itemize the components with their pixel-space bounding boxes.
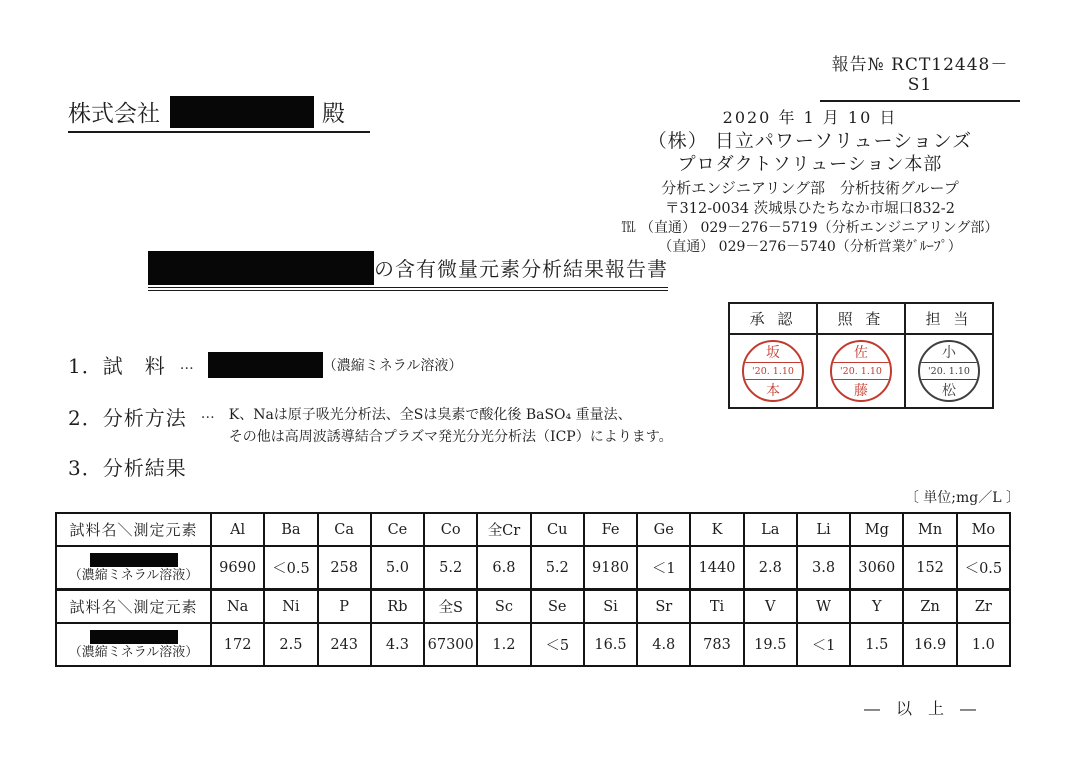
redaction-box-title (148, 251, 374, 285)
element-header: Ge (637, 513, 690, 546)
element-header: Mo (957, 513, 1010, 546)
sample-note: （濃縮ミネラル溶液） (68, 645, 199, 660)
element-header: Si (584, 590, 637, 623)
sender-department: 分析エンジニアリング部 分析技術グループ (661, 179, 959, 197)
redaction-box-sample (208, 352, 323, 378)
element-header: Se (531, 590, 584, 623)
value-cell: 258 (318, 546, 371, 589)
value-cell: 16.9 (903, 623, 956, 666)
sender-company: （株） 日立パワーソリューションズ (647, 130, 973, 152)
element-header: La (744, 513, 797, 546)
stamp-name-bottom: 松 (942, 383, 956, 399)
element-header: P (318, 590, 371, 623)
section-sample-label: 1．試 料 (68, 354, 166, 378)
document-title (148, 251, 668, 291)
element-header: Ba (264, 513, 317, 546)
redaction-box-sample-row (90, 630, 178, 644)
value-cell: 5.2 (424, 546, 477, 589)
element-header: Sr (637, 590, 690, 623)
stamp-date: '20. 1.10 (920, 362, 978, 380)
approval-stamp-cell (817, 334, 905, 408)
value-cell: 5.2 (531, 546, 584, 589)
value-cell: 2.5 (264, 623, 317, 666)
results-table-2 (55, 589, 1011, 667)
section-sample (68, 350, 462, 379)
unit-note: 〔 単位;mg／L 〕 (904, 490, 1020, 506)
element-header: Ni (264, 590, 317, 623)
value-cell: 1.0 (957, 623, 1010, 666)
section-result (68, 452, 187, 481)
value-cell: 9690 (211, 546, 264, 589)
value-cell: 19.5 (744, 623, 797, 666)
value-cell: 172 (211, 623, 264, 666)
element-header: Ce (371, 513, 424, 546)
element-header: Zr (957, 590, 1010, 623)
element-header: K (690, 513, 743, 546)
sample-name-cell (56, 546, 211, 589)
sample-note: （濃縮ミネラル溶液） (68, 568, 199, 583)
value-cell: ＜1 (637, 546, 690, 589)
element-header: Co (424, 513, 477, 546)
hanko-stamp-sakamoto (742, 340, 804, 402)
corner-label: 試料名＼測定元素 (56, 513, 211, 546)
element-header: Na (211, 590, 264, 623)
value-cell: 6.8 (477, 546, 530, 589)
hanko-stamp-sato (830, 340, 892, 402)
sample-note: （濃縮ミネラル溶液） (322, 357, 463, 374)
value-cell: 5.0 (371, 546, 424, 589)
section-result-label: 3．分析結果 (68, 456, 187, 480)
results-data-row (56, 546, 1010, 589)
value-cell: ＜5 (531, 623, 584, 666)
value-cell: 152 (903, 546, 956, 589)
element-header: W (797, 590, 850, 623)
sender-address: 〒312-0034 茨城県ひたちなか市堀口832-2 (665, 201, 955, 217)
element-header: Li (797, 513, 850, 546)
element-header: Zn (903, 590, 956, 623)
method-description (229, 404, 673, 448)
leader-dots: … (179, 356, 194, 373)
report-number: 報告№ RCT12448－S1 (820, 50, 1020, 102)
sender-tel-1: ℡ （直通） 029－276－5719（分析エンジニアリング部） (621, 220, 999, 236)
element-header: Rb (371, 590, 424, 623)
approval-header-approve: 承 認 (729, 303, 817, 334)
value-cell: ＜0.5 (264, 546, 317, 589)
approval-stamp-table (728, 302, 994, 409)
value-cell: ＜0.5 (957, 546, 1010, 589)
element-header: Cu (531, 513, 584, 546)
element-header: Al (211, 513, 264, 546)
value-cell: 1.2 (477, 623, 530, 666)
stamp-name-top: 小 (942, 345, 956, 361)
value-cell: 783 (690, 623, 743, 666)
approval-stamp-cell (905, 334, 993, 408)
addressee-company-prefix: 株式会社 (68, 101, 160, 127)
results-header-row (56, 590, 1010, 623)
element-header: Mn (903, 513, 956, 546)
addressee-line (68, 95, 370, 133)
value-cell: 3060 (850, 546, 903, 589)
element-header: Mg (850, 513, 903, 546)
corner-label: 試料名＼測定元素 (56, 590, 211, 623)
results-data-row (56, 623, 1010, 666)
value-cell: ＜1 (797, 623, 850, 666)
hanko-stamp-komatsu (918, 340, 980, 402)
element-header: Sc (477, 590, 530, 623)
leader-dots: … (200, 406, 215, 422)
approval-stamp-row (729, 334, 993, 408)
approval-header-charge: 担 当 (905, 303, 993, 334)
value-cell: 16.5 (584, 623, 637, 666)
sender-division: プロダクトソリューション本部 (677, 154, 943, 175)
approval-header-row (729, 303, 993, 334)
closing-mark: ― 以 上 ― (863, 699, 976, 718)
value-cell: 1440 (690, 546, 743, 589)
approval-stamp-cell (729, 334, 817, 408)
sample-name-cell (56, 623, 211, 666)
method-line-1: K、Naは原子吸光分析法、全Sは臭素で酸化後 BaSO₄ 重量法、 (228, 407, 632, 423)
sender-block (600, 106, 1020, 257)
addressee-honorific: 殿 (322, 101, 345, 127)
element-header: 全S (424, 590, 477, 623)
value-cell: 1.5 (850, 623, 903, 666)
stamp-date: '20. 1.10 (832, 362, 890, 380)
report-date: 2020 年 1 月 10 日 (722, 108, 898, 127)
element-header: Y (850, 590, 903, 623)
document-title-text: の含有微量元素分析結果報告書 (374, 257, 668, 281)
stamp-name-top: 坂 (766, 345, 780, 361)
method-line-2: その他は高周波誘導結合プラズマ発光分光分析法（ICP）によります。 (228, 429, 673, 445)
element-header: Ti (690, 590, 743, 623)
stamp-name-bottom: 本 (766, 383, 780, 399)
value-cell: 4.8 (637, 623, 690, 666)
value-cell: 4.3 (371, 623, 424, 666)
value-cell: 243 (318, 623, 371, 666)
value-cell: 67300 (424, 623, 477, 666)
element-header: Ca (318, 513, 371, 546)
results-table-1 (55, 512, 1011, 590)
stamp-date: '20. 1.10 (744, 362, 802, 380)
approval-header-review: 照 査 (817, 303, 905, 334)
stamp-name-top: 佐 (854, 345, 868, 361)
element-header: V (744, 590, 797, 623)
sender-tel-2: （直通） 029－276－5740（分析営業ｸﾞﾙｰﾌﾟ） (658, 239, 962, 255)
value-cell: 9180 (584, 546, 637, 589)
redaction-box-addressee (170, 96, 314, 128)
section-method (68, 402, 673, 448)
element-header: 全Cr (477, 513, 530, 546)
stamp-name-bottom: 藤 (854, 383, 868, 399)
results-header-row (56, 513, 1010, 546)
section-method-label: 2．分析方法 (68, 406, 187, 430)
element-header: Fe (584, 513, 637, 546)
value-cell: 3.8 (797, 546, 850, 589)
value-cell: 2.8 (744, 546, 797, 589)
redaction-box-sample-row (90, 553, 178, 567)
